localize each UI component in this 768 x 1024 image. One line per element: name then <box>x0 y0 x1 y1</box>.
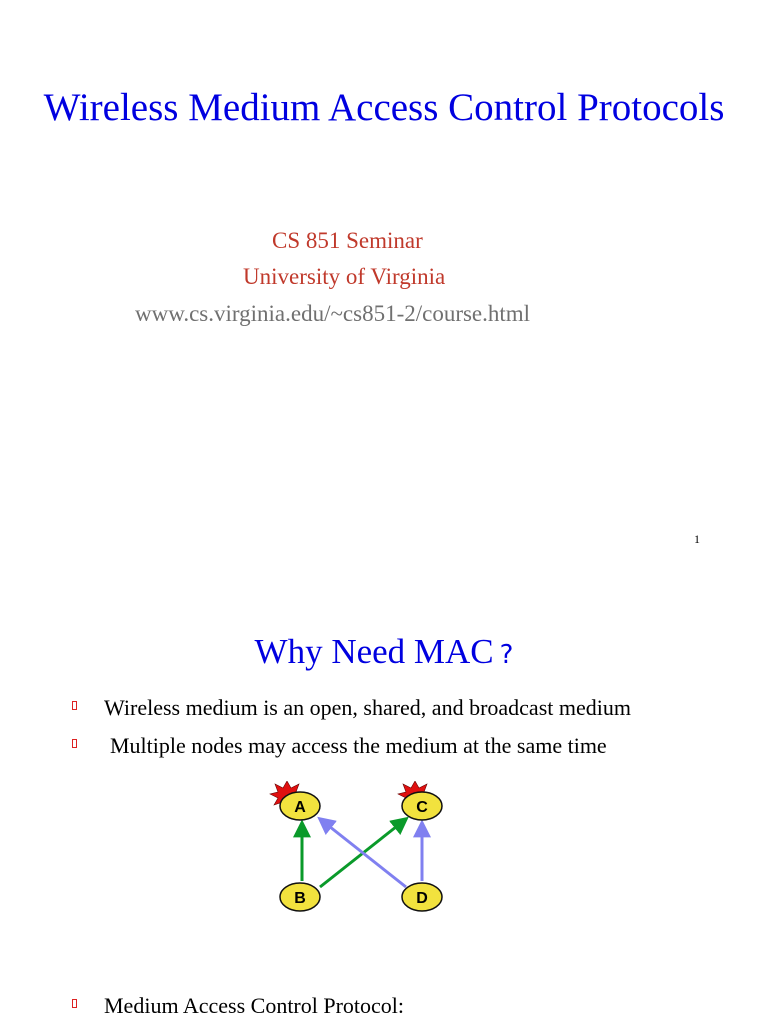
bullet-text: Multiple nodes may access the medium at the same time <box>110 733 607 758</box>
bullet-text: Medium Access Control Protocol: <box>104 993 405 1018</box>
node-b <box>280 883 320 911</box>
node-label: C <box>416 799 428 816</box>
bullet-text: Wireless medium is an open, shared, and broadcast medium <box>104 695 631 720</box>
course-name: CS 851 Seminar <box>272 228 423 253</box>
question-mark: ? <box>499 640 514 670</box>
slide-title <box>0 630 768 677</box>
slide-title: Wireless Medium Access Control Protocols <box>43 86 725 129</box>
bullet-marker-icon <box>72 739 77 748</box>
bullet-marker-icon <box>72 701 77 710</box>
node-label: D <box>416 890 428 907</box>
bullet-marker-icon <box>72 999 77 1008</box>
slide-2 <box>0 576 768 1024</box>
node-label: B <box>294 890 306 907</box>
node-c <box>402 792 442 820</box>
node-d <box>402 883 442 911</box>
node-label: A <box>294 799 306 816</box>
title-text: Why Need MAC <box>254 632 494 671</box>
university-name: University of Virginia <box>243 264 446 289</box>
course-url[interactable]: www.cs.virginia.edu/~cs851-2/course.html <box>135 301 531 326</box>
collision-diagram <box>260 781 460 941</box>
page-number: 1 <box>694 532 700 546</box>
node-a <box>280 792 320 820</box>
